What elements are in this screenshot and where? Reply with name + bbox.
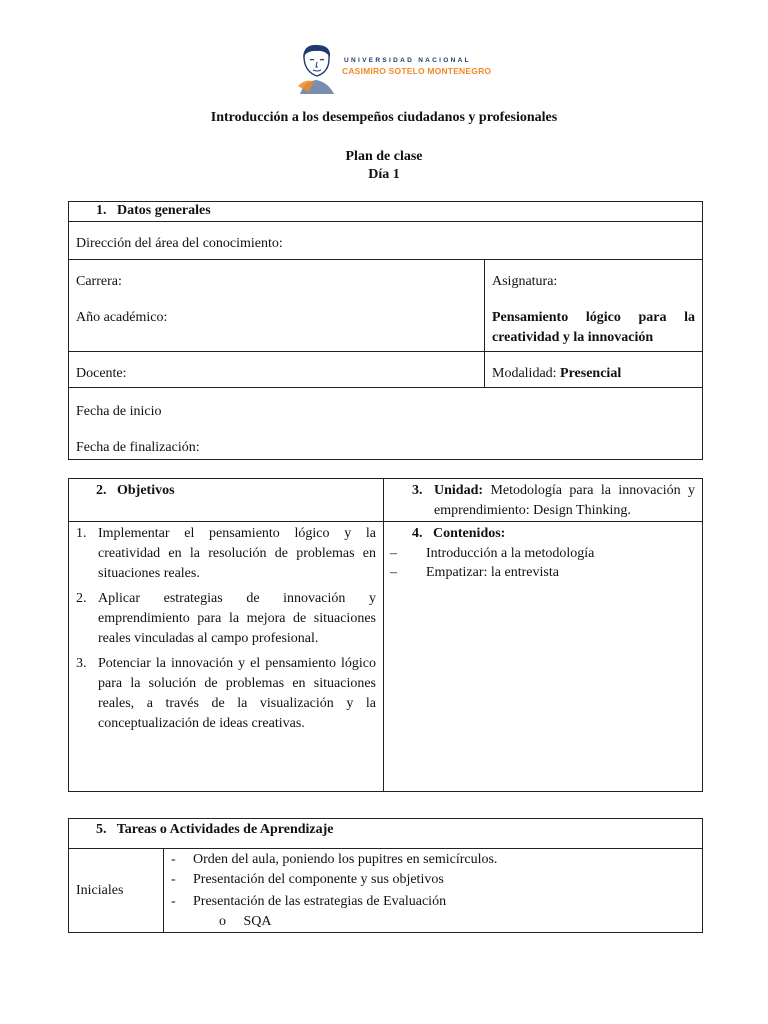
activity-item <box>171 870 695 890</box>
objective-text: Potenciar la innovación y el pensamiento lógico para la solución de problemas en situaciones reales, a través de la visualización y la conceptualización de ideas creativas. <box>98 656 376 731</box>
teacher-cell <box>69 352 485 388</box>
activity-bullet: - <box>171 894 176 909</box>
objectives-table <box>68 478 703 792</box>
objective-item <box>76 524 376 584</box>
activity-bullet: - <box>171 872 176 887</box>
start-date-label: Fecha de inicio <box>76 404 162 419</box>
day-label: Día 1 <box>368 167 400 182</box>
modality-label: Modalidad: <box>492 365 557 381</box>
objectives-section-num: 2. <box>96 483 107 498</box>
tasks-table <box>68 818 703 933</box>
plan-title: Plan de clase <box>345 149 423 164</box>
unit-text: Metodología para la innovación y emprendimiento: Design Thinking. <box>434 483 695 518</box>
contents-list <box>390 544 695 582</box>
university-logo <box>294 42 492 96</box>
tasks-section-num: 5. <box>96 822 107 837</box>
teacher-label: Docente: <box>76 365 127 381</box>
career-label: Carrera: <box>76 274 122 289</box>
objective-text: Implementar el pensamiento lógico y la creatividad en la resolución de problemas en situaciones reales. <box>98 526 376 581</box>
general-data-table <box>68 201 703 460</box>
contents-text: Introducción a la metodología <box>426 546 595 561</box>
activity-item <box>171 850 695 870</box>
contents-section-title: Contenidos: <box>433 526 506 541</box>
contents-item <box>390 563 695 582</box>
general-section-header <box>69 202 703 222</box>
modality-cell <box>485 352 703 388</box>
career-year-cell <box>69 260 485 352</box>
tasks-header <box>69 819 703 849</box>
modality-value: Presencial <box>560 365 622 381</box>
activities-list <box>171 850 695 912</box>
objective-num: 2. <box>76 591 87 606</box>
unit-label: Unidad: <box>434 483 484 498</box>
end-date-label: Fecha de finalización: <box>76 440 200 455</box>
contents-cell <box>384 522 703 792</box>
general-section-title: Datos generales <box>117 203 211 218</box>
founder-portrait-icon <box>294 42 340 96</box>
logo-university-line: UNIVERSIDAD NACIONAL <box>344 57 471 64</box>
objective-num: 3. <box>76 656 87 671</box>
phase-cell <box>69 849 164 933</box>
activity-text: Presentación de las estrategias de Evaluación <box>193 894 447 909</box>
objectives-header <box>69 479 384 522</box>
objective-item <box>76 654 376 734</box>
subject-value: Pensamiento lógico para la creatividad y la innovación <box>492 310 696 345</box>
tasks-section-title: Tareas o Actividades de Aprendizaje <box>116 822 334 837</box>
year-label: Año académico: <box>76 310 168 325</box>
objective-num: 1. <box>76 526 87 541</box>
unit-cell <box>384 479 703 522</box>
contents-item <box>390 544 695 563</box>
general-section-num: 1. <box>96 203 107 218</box>
logo-name-line: CASIMIRO SOTELO MONTENEGRO <box>342 66 492 76</box>
area-cell <box>69 222 703 260</box>
contents-section-num: 4. <box>412 526 423 541</box>
phase-label: Iniciales <box>76 882 124 898</box>
objective-text: Aplicar estrategias de innovación y emprendimiento para la mejora de situaciones reales vinculadas al campo profesional. <box>98 591 376 646</box>
objectives-list <box>76 524 376 734</box>
area-label: Dirección del área del conocimiento: <box>76 235 283 251</box>
contents-header <box>391 524 695 544</box>
contents-text: Empatizar: la entrevista <box>426 565 559 580</box>
objective-item <box>76 589 376 649</box>
contents-bullet: – <box>390 546 397 561</box>
subject-cell <box>485 260 703 352</box>
activity-sub-item <box>171 912 695 932</box>
activity-text: Orden del aula, poniendo los pupitres en semicírculos. <box>193 852 498 867</box>
dates-cell <box>69 388 703 460</box>
course-title: Introducción a los desempeños ciudadanos y profesionales <box>210 110 558 125</box>
activity-bullet: - <box>171 852 176 867</box>
activity-sub-bullet: o <box>219 914 226 929</box>
objectives-list-cell <box>69 522 384 792</box>
objectives-section-title: Objetivos <box>117 483 175 498</box>
activity-sub-text: SQA <box>243 914 272 929</box>
subject-label: Asignatura: <box>492 274 558 289</box>
unit-section-num: 3. <box>412 483 423 498</box>
contents-bullet: – <box>390 565 397 580</box>
activity-item <box>171 892 695 912</box>
activity-text: Presentación del componente y sus objetivos <box>193 872 444 887</box>
activities-cell <box>164 849 703 933</box>
